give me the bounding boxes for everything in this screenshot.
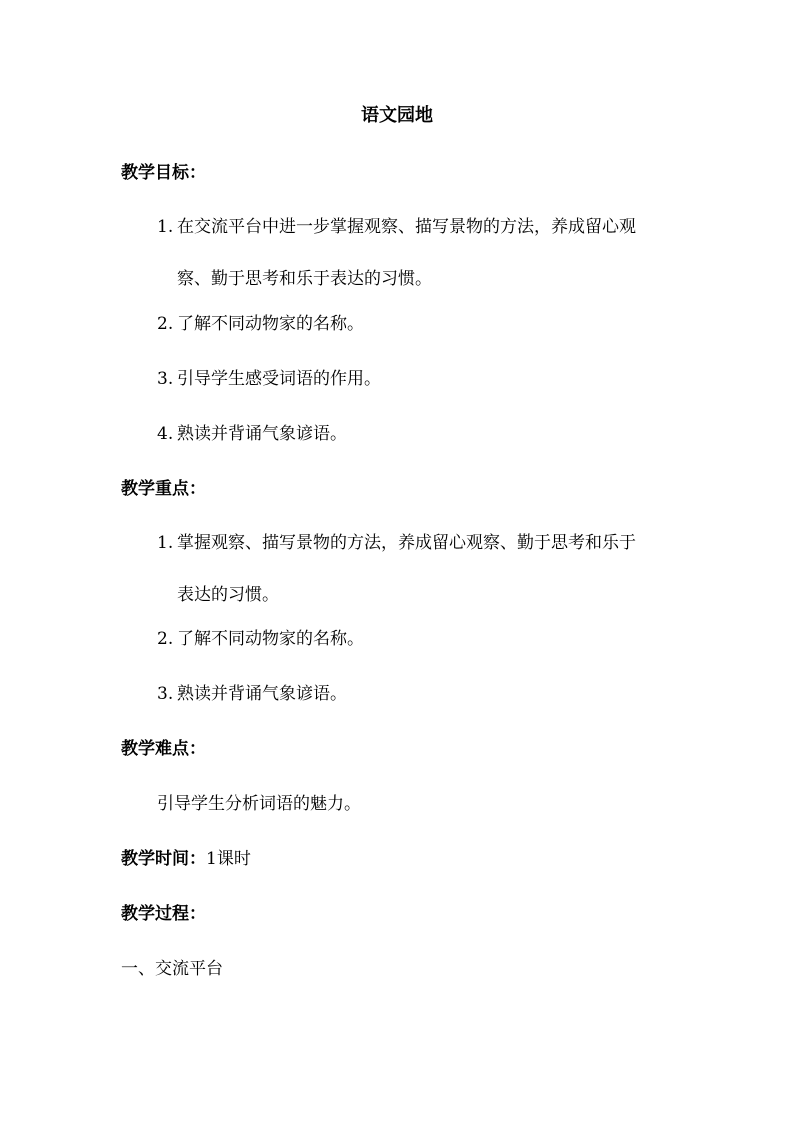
- key-point-item-2-number: 2.: [157, 629, 174, 649]
- key-point-item-2: [157, 629, 687, 649]
- objectives-heading: 教学目标：: [121, 163, 206, 183]
- objective-item-2-number: 2.: [157, 314, 174, 334]
- objective-item-1-number: 1.: [157, 217, 174, 237]
- key-point-item-3-line-1: 熟读并背诵气象谚语。: [177, 684, 347, 704]
- key-point-item-3: [157, 684, 687, 704]
- difficulty-text: 引导学生分析词语的魅力。: [157, 794, 361, 814]
- objective-item-1-text: [157, 217, 687, 289]
- teaching-time-value: 1课时: [206, 849, 251, 869]
- objective-item-3: [157, 369, 687, 389]
- objective-item-1: [157, 217, 687, 289]
- objective-item-4: [157, 424, 687, 444]
- key-point-item-1-line-2: 表达的习惯。: [177, 585, 279, 605]
- objective-item-4-text: [157, 424, 687, 444]
- objective-item-1-line-2: 察、勤于思考和乐于表达的习惯。: [177, 269, 432, 289]
- objective-item-3-text: [157, 369, 687, 389]
- key-point-item-2-text: [157, 629, 687, 649]
- key-point-item-1-line-1: 掌握观察、描写景物的方法，养成留心观察、勤于思考和乐于: [177, 533, 636, 553]
- objective-item-2-text: [157, 314, 687, 334]
- objective-item-4-number: 4.: [157, 424, 174, 444]
- process-section-1: 一、交流平台: [121, 959, 223, 979]
- objective-item-2-line-1: 了解不同动物家的名称。: [177, 314, 364, 334]
- objective-item-3-number: 3.: [157, 369, 174, 389]
- key-point-item-1-number: 1.: [157, 533, 174, 553]
- process-heading: 教学过程：: [121, 904, 206, 924]
- key-point-item-1: [157, 533, 687, 605]
- teaching-time-heading: 教学时间：: [121, 849, 206, 869]
- key-point-item-1-text: [157, 533, 687, 605]
- key-point-item-2-line-1: 了解不同动物家的名称。: [177, 629, 364, 649]
- key-point-item-3-number: 3.: [157, 684, 174, 704]
- objective-item-2: [157, 314, 687, 334]
- key-points-heading: 教学重点：: [121, 479, 206, 499]
- objective-item-1-line-1: 在交流平台中进一步掌握观察、描写景物的方法，养成留心观: [177, 217, 636, 237]
- objective-item-3-line-1: 引导学生感受词语的作用。: [177, 369, 381, 389]
- key-point-item-3-text: [157, 684, 687, 704]
- objective-item-4-line-1: 熟读并背诵气象谚语。: [177, 424, 347, 444]
- document-title: 语文园地: [361, 105, 433, 126]
- teaching-time: [121, 849, 251, 869]
- difficulty-heading: 教学难点：: [121, 739, 206, 759]
